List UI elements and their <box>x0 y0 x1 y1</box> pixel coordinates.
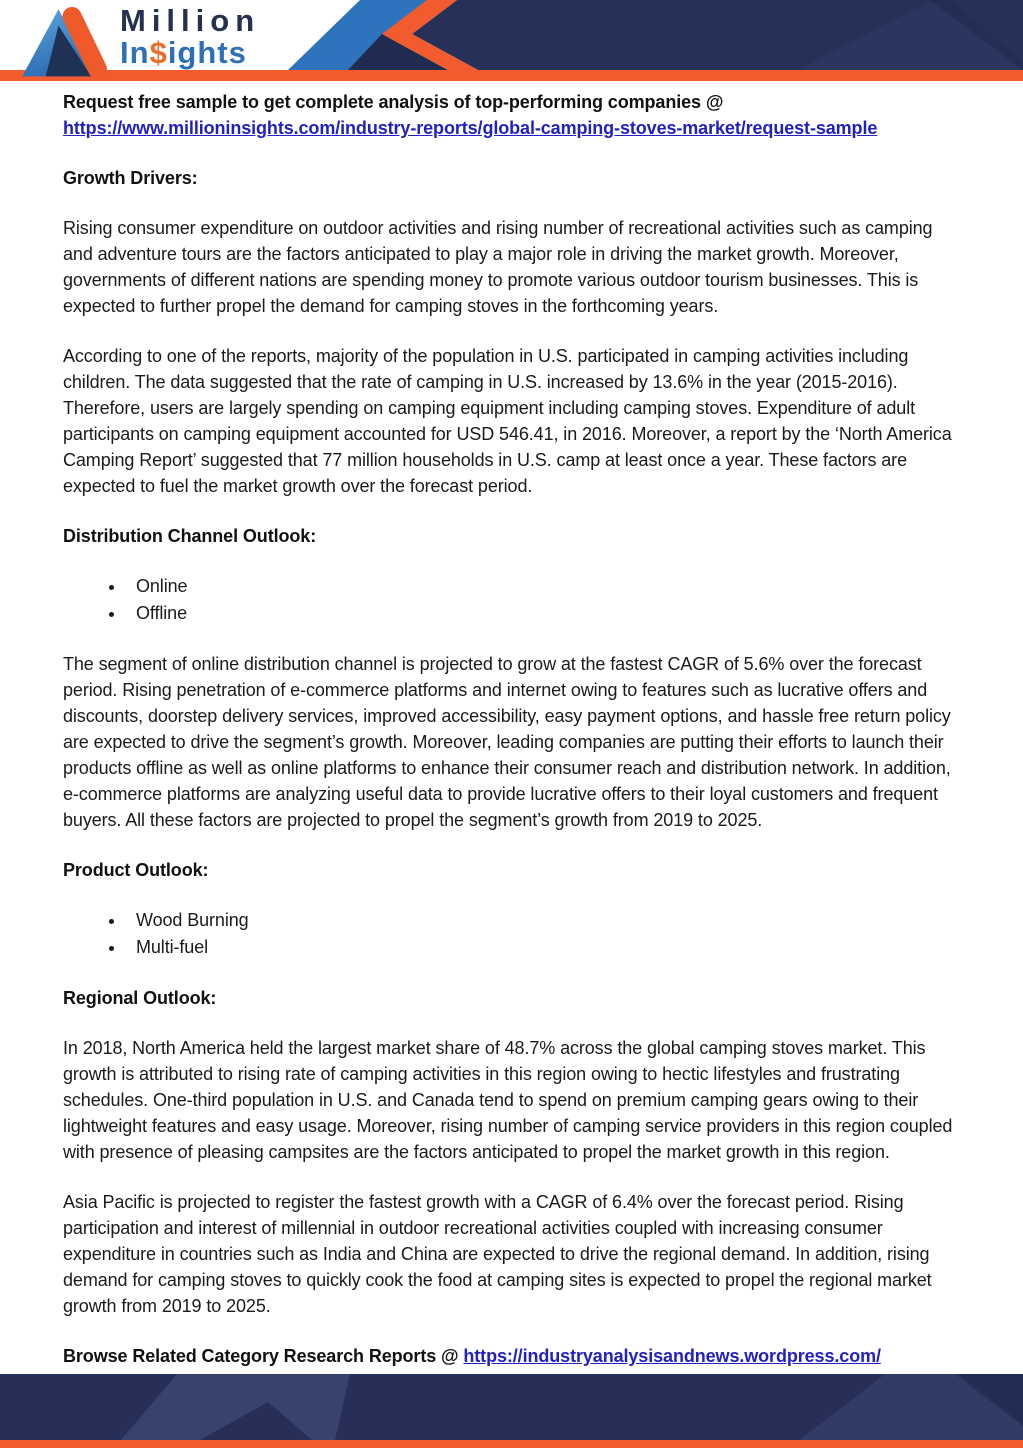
logo-text <box>120 4 260 69</box>
request-sample-link[interactable]: https://www.millioninsights.com/industry-reports/global-camping-stoves-market/request-sample <box>63 118 878 138</box>
paragraph-distribution: The segment of online distribution channel is projected to grow at the fastest CAGR of 5.6% over the forecast period. Rising penetration of e-commerce platforms and internet owing to features such as lucrative offers and discounts, doorstep delivery services, improved accessibility, easy payment options, and hassle free return policy are expected to drive the segment’s growth. Moreover, leading companies are putting their efforts to launch their products offline as well as online platforms to enhance their consumer reach and distribution network. In addition, e-commerce platforms are analyzing useful data to provide lucrative offers to their loyal customers and frequent buyers. All these factors are projected to propel the segment’s growth from 2019 to 2025. <box>63 654 951 830</box>
paragraph-regional-asia-pacific: Asia Pacific is projected to register the fastest growth with a CAGR of 6.4% over the forecast period. Rising participation and interest of millennial in outdoor recreational activities coupled with increasing consumer expenditure in countries such as India and China are expected to drive the regional demand. In addition, rising demand for camping stoves to quickly cook the food at camping sites is expected to propel the regional market growth from 2019 to 2025. <box>63 1192 932 1316</box>
browse-reports-link[interactable]: https://industryanalysisandnews.wordpress.com/ <box>463 1346 881 1366</box>
list-item-online: • Online <box>126 573 962 600</box>
heading-distribution-channel: Distribution Channel Outlook: <box>63 526 317 546</box>
request-sample-block <box>63 89 962 141</box>
paragraph-regional-north-america: In 2018, North America held the largest market share of 48.7% across the global camping stoves market. This growth is attributed to rising rate of camping activities in this region owing to hectic lifestyles and frustrating schedules. One-third population in U.S. and Canada tend to spend on premium camping gears owing to their lightweight features and easy usage. Moreover, rising number of camping service providers in this region coupled with presence of pleasing campsites are the factors anticipated to propel the market growth in this region. <box>63 1038 953 1162</box>
dollar-glyph: $ <box>149 35 168 70</box>
list-item-wood-burning: • Wood Burning <box>126 907 962 934</box>
request-sample-text: Request free sample to get complete analysis of top-performing companies @ <box>63 92 724 112</box>
header-banner <box>0 0 1023 81</box>
logo-insights-pre: In <box>120 35 150 70</box>
logo-word-insights <box>120 37 260 69</box>
paragraph-growth-1: Rising consumer expenditure on outdoor activities and rising number of recreational activities such as camping and adventure tours are the factors anticipated to play a major role in driving the market growth. Moreover, governments of different nations are spending money to promote various outdoor tourism businesses. This is expected to further propel the demand for camping stoves in the forthcoming years. <box>63 218 933 316</box>
logo-insights-post: ights <box>167 35 247 70</box>
browse-reports-block <box>63 1343 962 1369</box>
mountain-peaks-logo-icon <box>16 2 110 80</box>
logo-word-million: Million <box>120 3 261 38</box>
footer-orange-rule <box>0 1440 1023 1448</box>
footer-banner-art <box>0 1374 1023 1440</box>
paragraph-growth-2: According to one of the reports, majority of the population in U.S. participated in camping activities including children. The data suggested that the rate of camping in U.S. increased by 13.6% in the year (2015-2016). Therefore, users are largely spending on camping equipment including camping stoves. Expenditure of adult participants on camping equipment accounted for USD 546.41, in 2016. Moreover, a report by the ‘North America Camping Report’ suggested that 77 million households in U.S. camp at least once a year. These factors are expected to fuel the market growth over the forecast period. <box>63 346 952 496</box>
distribution-channel-list <box>63 573 962 627</box>
heading-product-outlook: Product Outlook: <box>63 860 209 880</box>
browse-reports-text: Browse Related Category Research Reports @ <box>63 1346 464 1366</box>
heading-regional-outlook: Regional Outlook: <box>63 988 217 1008</box>
heading-growth-drivers: Growth Drivers: <box>63 168 198 188</box>
product-list <box>63 907 962 961</box>
footer-banner <box>0 1374 1023 1448</box>
brand-logo <box>16 2 260 80</box>
list-item-multi-fuel: • Multi-fuel <box>126 934 962 961</box>
list-item-offline: • Offline <box>126 600 962 627</box>
document-body <box>63 89 962 1393</box>
